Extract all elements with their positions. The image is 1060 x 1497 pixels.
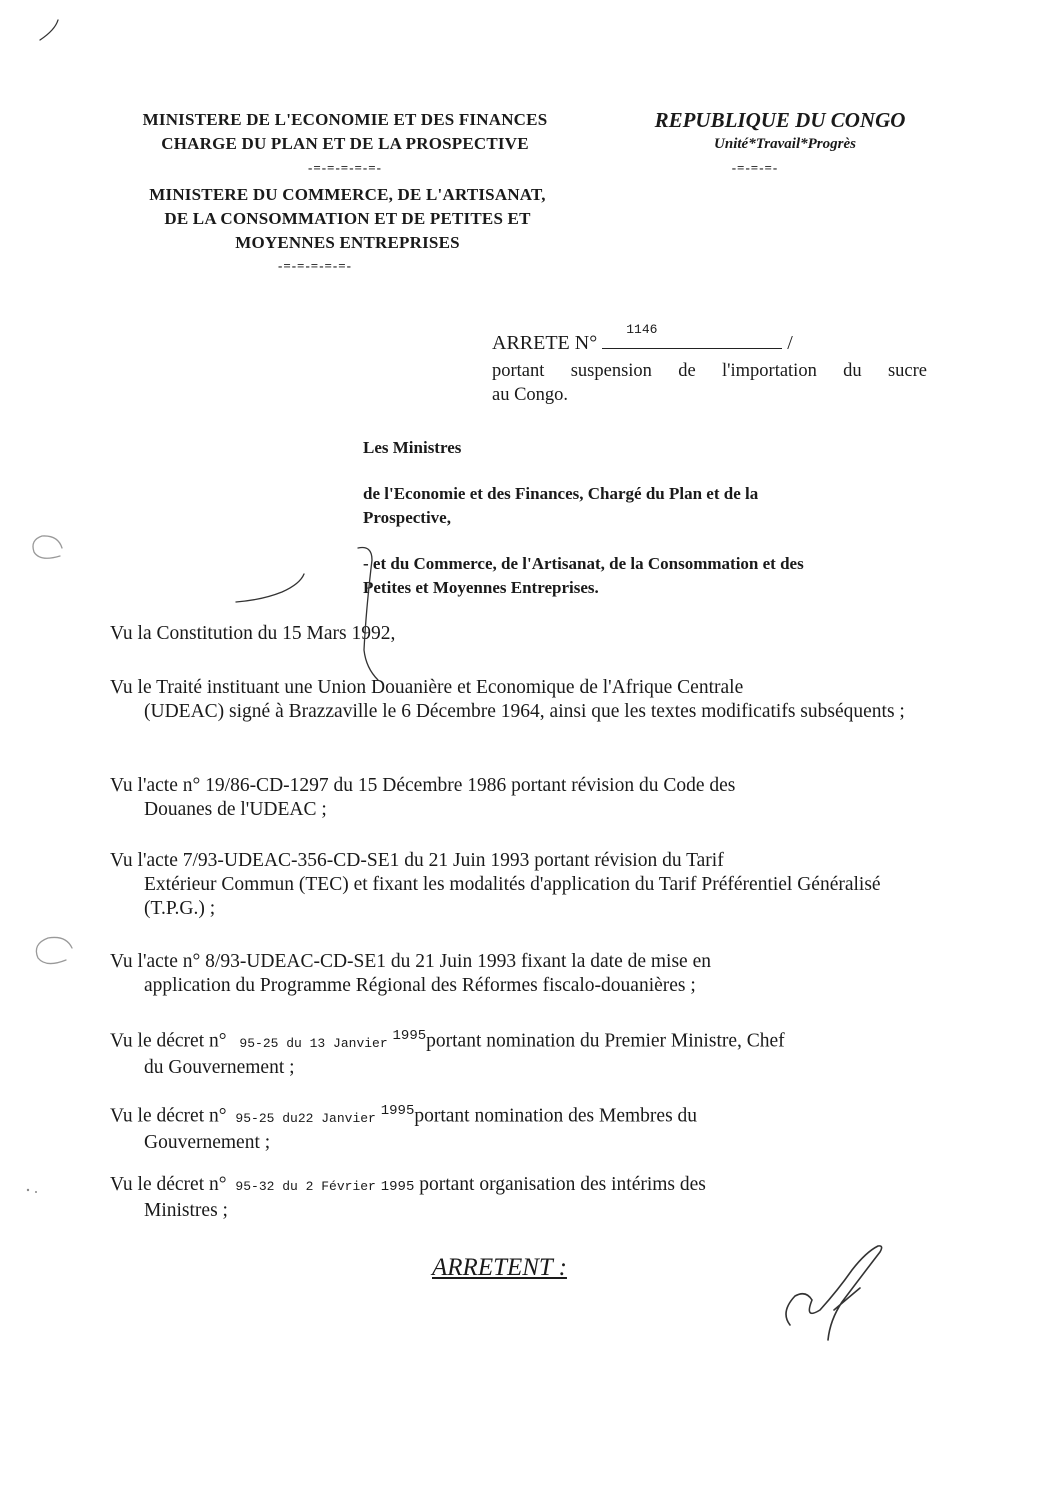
header-separator: -=-=-=-=-=-	[307, 160, 382, 175]
punch-hole-mark	[33, 536, 62, 558]
considerant-text: Vu l'acte n° 19/86-CD-1297 du 15 Décembre 1986 portant révision du Code des	[110, 775, 736, 796]
decret-typed-year: 1995	[392, 1028, 427, 1044]
decret-continuation: Gouvernement ;	[144, 1131, 271, 1153]
arrete-label: ARRETE N°	[492, 332, 598, 354]
considerant-text: Vu l'acte 7/93-UDEAC-356-CD-SE1 du 21 Juin 1993 portant révision du Tarif	[110, 850, 724, 871]
arretent-heading: ARRETENT :	[432, 1254, 567, 1281]
arrete-number: 1146	[626, 322, 658, 337]
ministres-intro: Les Ministres	[363, 438, 462, 457]
decret-continuation: Ministres ;	[144, 1200, 228, 1221]
decret-typed-reference: 95-25 du 13 Janvier	[239, 1035, 388, 1051]
ministres-commerce-line1: - et du Commerce, de l'Artisanat, de la Consommation et des	[363, 554, 804, 573]
decret-typed-year: 1995	[380, 1179, 415, 1195]
arrete-subject-line2: au Congo.	[492, 385, 569, 405]
ministry-commerce-line1: MINISTERE DU COMMERCE, DE L'ARTISANAT,	[149, 185, 546, 204]
ministry-economy-line2: CHARGE DU PLAN ET DE LA PROSPECTIVE	[161, 134, 529, 153]
decret-prefix: Vu le décret n°	[110, 1105, 227, 1127]
header-separator: -=-=-=-=-=-	[277, 258, 352, 273]
considerant-text: Vu la Constitution du 15 Mars 1992,	[110, 623, 396, 644]
ministres-economy-line2: Prospective,	[363, 508, 451, 527]
considerant-continuation: Douanes de l'UDEAC ;	[144, 799, 327, 820]
national-motto: Unité*Travail*Progrès	[714, 136, 856, 152]
ministres-economy-line1: de l'Economie et des Finances, Chargé du Plan et de la	[363, 484, 759, 503]
considerant-continuation: Extérieur Commun (TEC) et fixant les modalités d'application du Tarif Préférentiel Généralisé (T.P.G.) ;	[144, 874, 881, 919]
considerant-continuation: application du Programme Régional des Réformes fiscalo-douanières ;	[144, 975, 696, 996]
considerant-text: Vu le Traité instituant une Union Douanière et Economique de l'Afrique Centrale	[110, 677, 744, 698]
header-separator: -=-=-=-	[731, 160, 779, 175]
ministry-commerce-line3: MOYENNES ENTREPRISES	[235, 233, 460, 252]
decret-typed-reference: 95-32 du 2 Février	[235, 1179, 376, 1194]
decret-continuation: du Gouvernement ;	[144, 1056, 295, 1078]
pen-stroke	[358, 548, 378, 681]
pen-stroke	[236, 574, 304, 602]
arrete-subject-line1: portant suspension de l'importation du sucre	[492, 361, 927, 381]
republic-title: REPUBLIQUE DU CONGO	[654, 108, 906, 132]
decret-suffix: portant nomination des Membres du	[414, 1105, 698, 1127]
decret-suffix: portant nomination du Premier Ministre, Chef	[426, 1030, 785, 1052]
ministry-economy-line1: MINISTERE DE L'ECONOMIE ET DES FINANCES	[142, 110, 548, 129]
corner-scribble	[40, 20, 58, 40]
decret-prefix: Vu le décret n°	[110, 1174, 227, 1195]
arrete-slash: /	[787, 332, 793, 354]
decret-suffix: portant organisation des intérims des	[419, 1174, 706, 1195]
considerant-text: Vu l'acte n° 8/93-UDEAC-CD-SE1 du 21 Juin 1993 fixant la date de mise en	[110, 951, 711, 972]
decret-typed-reference: 95-25 du22 Janvier	[235, 1110, 376, 1126]
ministry-commerce-line2: DE LA CONSOMMATION ET DE PETITES ET	[164, 209, 531, 228]
considerant-continuation: (UDEAC) signé à Brazzaville le 6 Décembre 1964, ainsi que les textes modificatifs subséquents ;	[144, 701, 905, 722]
ministres-commerce-line2: Petites et Moyennes Entreprises.	[363, 578, 599, 597]
initials-signature	[786, 1246, 882, 1340]
punch-hole-mark	[36, 937, 72, 963]
decret-prefix: Vu le décret n°	[110, 1030, 227, 1052]
decret-typed-year: 1995	[380, 1103, 415, 1119]
